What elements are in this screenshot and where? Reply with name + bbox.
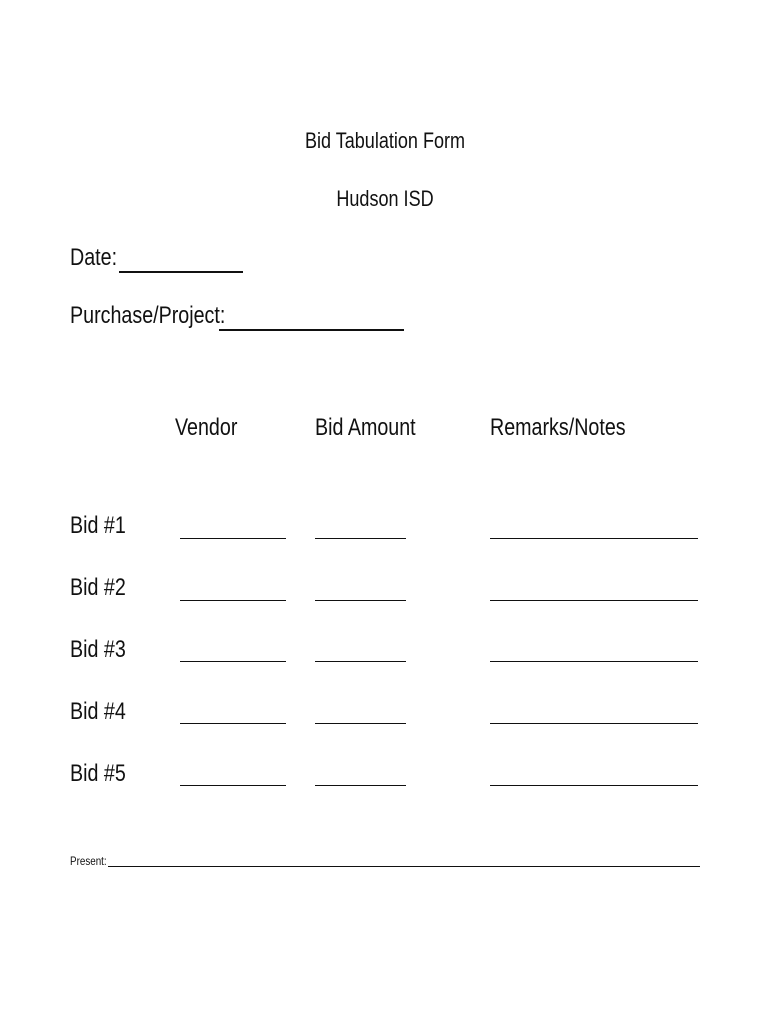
column-header-bid-amount: Bid Amount — [315, 414, 416, 441]
remarks-blank-line[interactable] — [490, 785, 698, 786]
date-blank-line[interactable] — [119, 271, 243, 273]
bid-amount-blank-line[interactable] — [315, 661, 406, 662]
column-header-remarks-notes: Remarks/Notes — [490, 414, 626, 441]
remarks-blank-line[interactable] — [490, 661, 698, 662]
bid-row-label: Bid #5 — [70, 760, 126, 787]
bid-row-label: Bid #3 — [70, 636, 126, 663]
bid-amount-blank-line[interactable] — [315, 723, 406, 724]
purchase-project-label: Purchase/Project: — [70, 302, 226, 329]
remarks-blank-line[interactable] — [490, 723, 698, 724]
date-label: Date: — [70, 244, 118, 271]
vendor-blank-line[interactable] — [180, 785, 286, 786]
bid-row-label: Bid #1 — [70, 512, 126, 539]
page-title: Bid Tabulation Form — [304, 128, 466, 153]
present-label: Present: — [70, 854, 107, 868]
purchase-project-blank-line[interactable] — [219, 329, 404, 331]
bid-amount-blank-line[interactable] — [315, 538, 406, 539]
bid-amount-blank-line[interactable] — [315, 600, 406, 601]
column-header-vendor: Vendor — [175, 414, 238, 441]
vendor-blank-line[interactable] — [180, 661, 286, 662]
vendor-blank-line[interactable] — [180, 723, 286, 724]
bid-row-label: Bid #2 — [70, 574, 126, 601]
bid-amount-blank-line[interactable] — [315, 785, 406, 786]
remarks-blank-line[interactable] — [490, 600, 698, 601]
vendor-blank-line[interactable] — [180, 538, 286, 539]
vendor-blank-line[interactable] — [180, 600, 286, 601]
bid-row-label: Bid #4 — [70, 698, 126, 725]
remarks-blank-line[interactable] — [490, 538, 698, 539]
district-name: Hudson ISD — [336, 186, 434, 211]
present-blank-line[interactable] — [108, 866, 700, 867]
